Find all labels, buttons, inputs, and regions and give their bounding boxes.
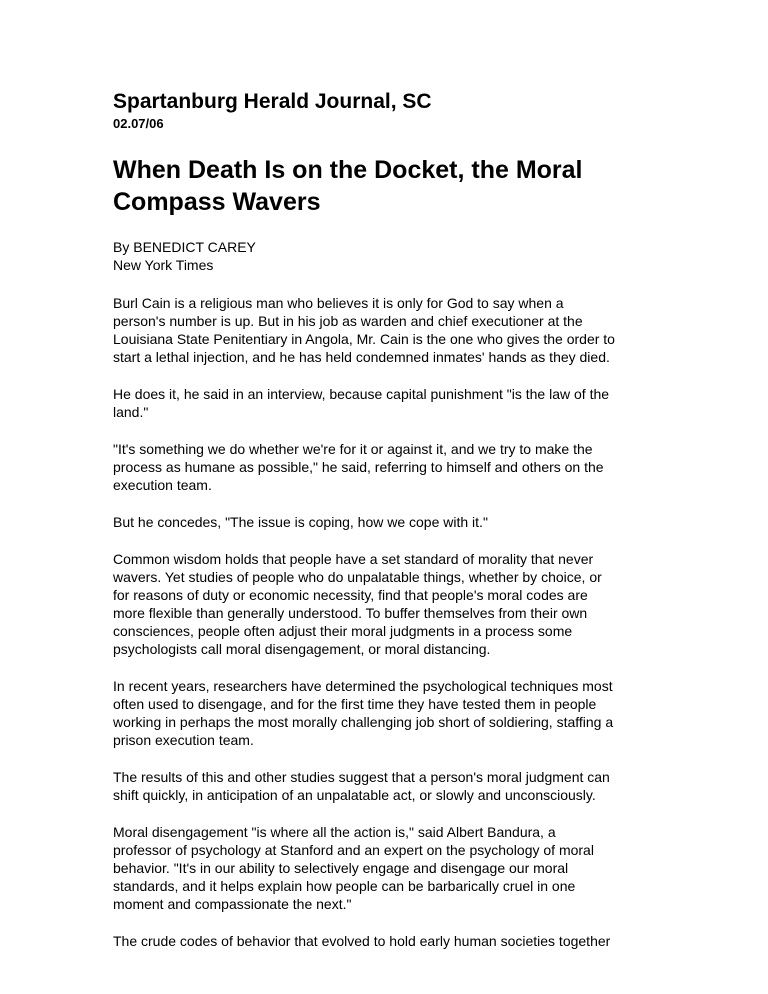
- article-headline: When Death Is on the Docket, the Moral Compass Wavers: [113, 156, 583, 216]
- paragraph: "It's something we do whether we're for it or against it, and we try to make the process as humane as possible," he said, referring to himself and others on the execution team.: [113, 441, 604, 493]
- paragraph: In recent years, researchers have determined the psychological techniques most often used to disengage, and for the first time they have tested them in people working in perhaps the most morally challenging job short of soldiering, staffing a prison execution team.: [113, 678, 614, 748]
- article: [113, 90, 673, 950]
- publication-name: Spartanburg Herald Journal, SC: [113, 90, 432, 113]
- paragraph: He does it, he said in an interview, because capital punishment "is the law of the land.": [113, 386, 610, 420]
- publication-date: 02.07/06: [113, 116, 164, 131]
- paragraph: The crude codes of behavior that evolved to hold early human societies together: [113, 933, 611, 949]
- paragraph: Burl Cain is a religious man who believes it is only for God to say when a person's number is up. But in his job as warden and chief executioner at the Louisiana State Penitentiary in Angola, Mr. Cain is the one who gives the order to start a lethal injection, and he has held condemned inmates' hands as they died.: [113, 295, 615, 365]
- paragraph: But he concedes, "The issue is coping, how we cope with it.": [113, 514, 488, 530]
- outlet-name: New York Times: [113, 257, 214, 273]
- author-byline: By BENEDICT CAREY: [113, 239, 256, 255]
- byline-block: [113, 238, 673, 274]
- paragraph: Moral disengagement "is where all the action is," said Albert Bandura, a professor of psychology at Stanford and an expert on the psychology of moral behavior. "It's in our ability to selectively engage and disengage our moral standards, and it helps explain how people can be barbarically cruel in one moment and compassionate the next.": [113, 824, 594, 912]
- paragraph: The results of this and other studies suggest that a person's moral judgment can shift quickly, in anticipation of an unpalatable act, or slowly and unconsciously.: [113, 769, 610, 803]
- paragraph: Common wisdom holds that people have a set standard of morality that never wavers. Yet studies of people who do unpalatable things, whether by choice, or for reasons of duty or economic necessity, find that people's moral codes are more flexible than generally understood. To buffer themselves from their own consciences, people often adjust their moral judgments in a process some psychologists call moral disengagement, or moral distancing.: [113, 551, 602, 657]
